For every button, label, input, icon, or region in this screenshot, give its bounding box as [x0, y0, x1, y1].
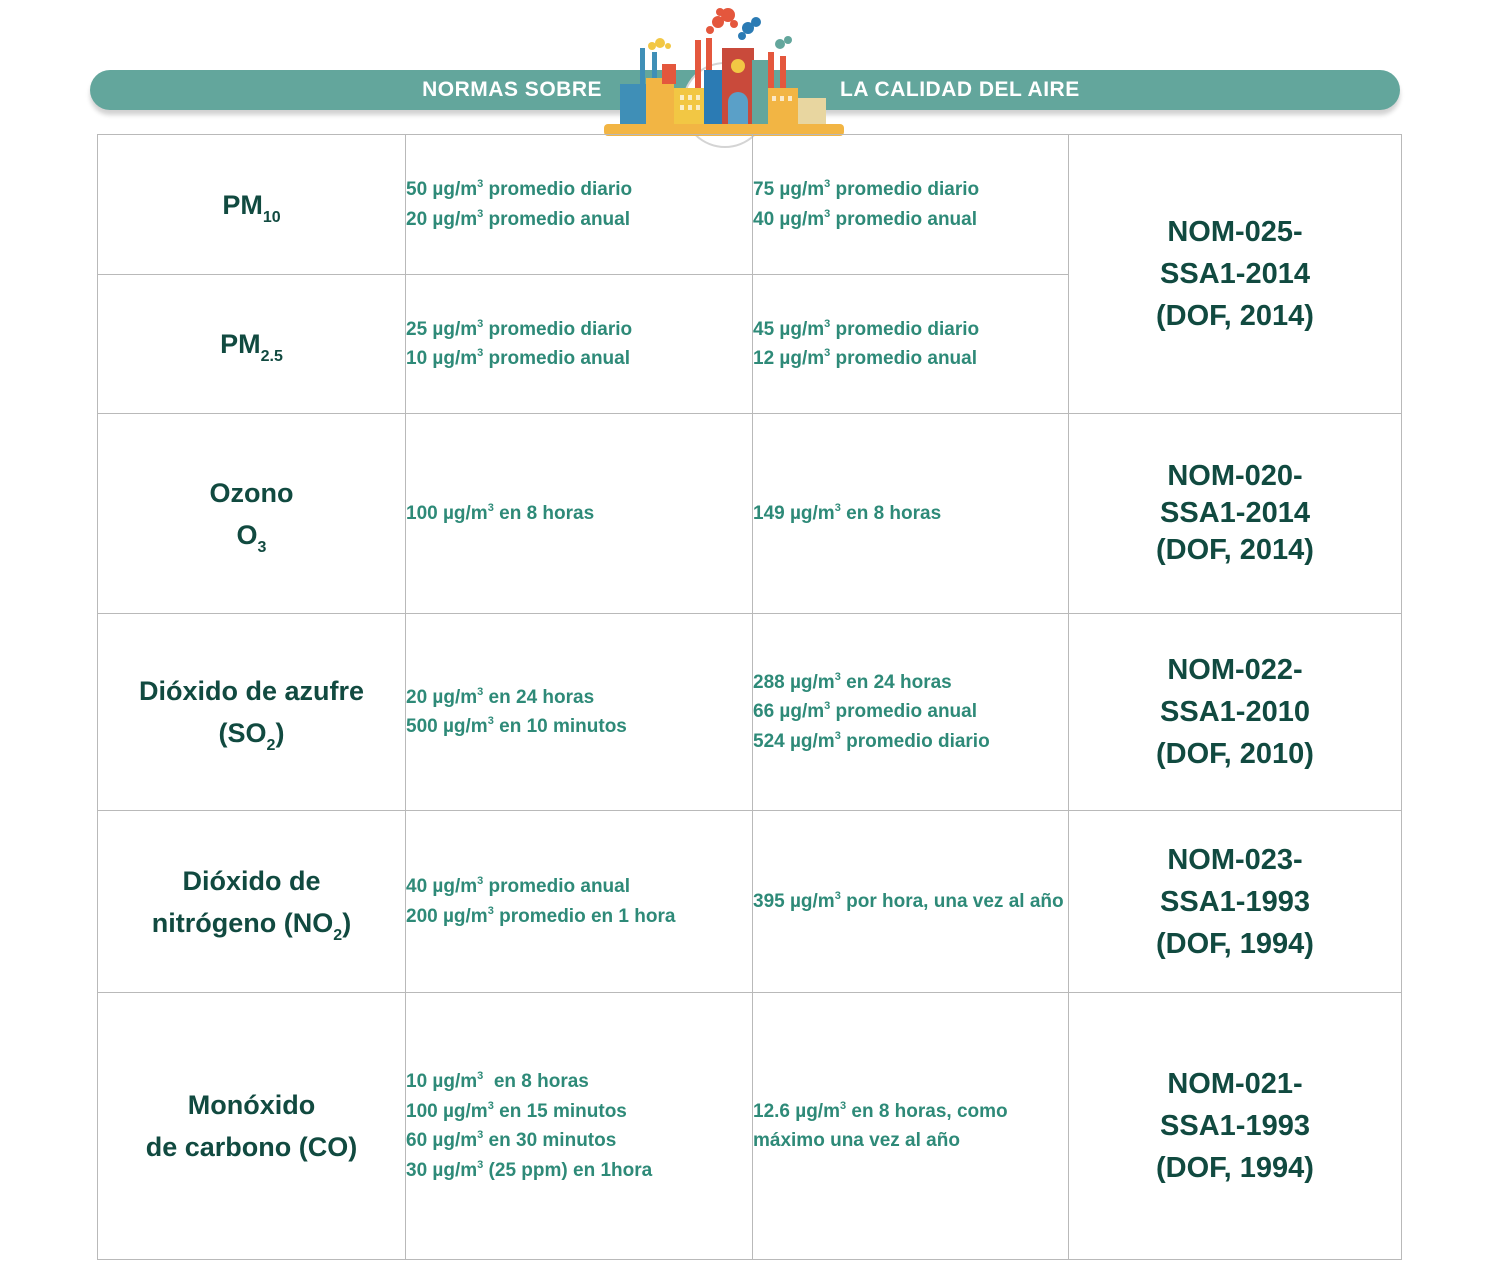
banner-title-left: NORMAS SOBRE — [422, 78, 602, 101]
norm-nom-025: NOM-025- SSA1-2014 (DOF, 2014) — [1069, 135, 1402, 414]
limit-a-no2: 40 $\mu g/m^3$ promedio anual 200 $\mu g/m^3$ promedio en 1 hora — [406, 811, 753, 993]
table-row — [98, 614, 1402, 811]
limit-b-pm10: 75 $\mu g/m^3$ promedio diario 40 $\mu g/m^3$ promedio anual — [753, 135, 1069, 275]
pollutant-pm10: $PM_{10}$ — [98, 135, 406, 275]
table-row — [98, 811, 1402, 993]
limit-b-ozone: 149 $\mu g/m^3$ en 8 horas — [753, 414, 1069, 614]
pollutant-so2: Dióxido de azufre $(SO_2)$ — [98, 614, 406, 811]
air-quality-table — [97, 134, 1402, 1260]
table-row — [98, 993, 1402, 1260]
limit-b-co: 12.6 $\mu g/m^3$ en 8 horas, como máximo una vez al año — [753, 993, 1069, 1260]
pollutant-no2: Dióxido de nitrógeno $(NO_2)$ — [98, 811, 406, 993]
table-row — [98, 414, 1402, 614]
norm-nom-022: NOM-022- SSA1-2010 (DOF, 2010) — [1069, 614, 1402, 811]
limit-b-no2: 395 $\mu g/m^3$ por hora, una vez al año — [753, 811, 1069, 993]
limit-a-pm25: 25 $\mu g/m^3$ promedio diario 10 $\mu g/m^3$ promedio anual — [406, 275, 753, 414]
limit-a-co: 10 $\mu g/m^3$ en 8 horas 100 $\mu g/m^3$ en 15 minutos 60 $\mu g/m^3$ en 30 minutos 30 $\mu g/m^3$ (25 ppm) en 1hora — [406, 993, 753, 1260]
limit-a-ozone: 100 $\mu g/m^3$ en 8 horas — [406, 414, 753, 614]
banner-title-right: LA CALIDAD DEL AIRE — [840, 78, 1080, 101]
pollutant-co: Monóxido de carbono (CO) — [98, 993, 406, 1260]
table-row — [98, 135, 1402, 275]
norm-nom-021: NOM-021- SSA1-1993 (DOF, 1994) — [1069, 993, 1402, 1260]
pollutant-pm25: $PM_{2.5}$ — [98, 275, 406, 414]
limit-b-so2: 288 $\mu g/m^3$ en 24 horas 66 $\mu g/m^3$ promedio anual 524 $\mu g/m^3$ promedio diario — [753, 614, 1069, 811]
norm-nom-023: NOM-023- SSA1-1993 (DOF, 1994) — [1069, 811, 1402, 993]
pollutant-ozone: Ozono $O_3$ — [98, 414, 406, 614]
norm-nom-020: NOM-020- SSA1-2014 (DOF, 2014) — [1069, 414, 1402, 614]
limit-b-pm25: 45 $\mu g/m^3$ promedio diario 12 $\mu g/m^3$ promedio anual — [753, 275, 1069, 414]
limit-a-so2: 20 $\mu g/m^3$ en 24 horas 500 $\mu g/m^3$ en 10 minutos — [406, 614, 753, 811]
limit-a-pm10: 50 $\mu g/m^3$ promedio diario 20 $\mu g/m^3$ promedio anual — [406, 135, 753, 275]
factory-icon — [600, 0, 850, 150]
